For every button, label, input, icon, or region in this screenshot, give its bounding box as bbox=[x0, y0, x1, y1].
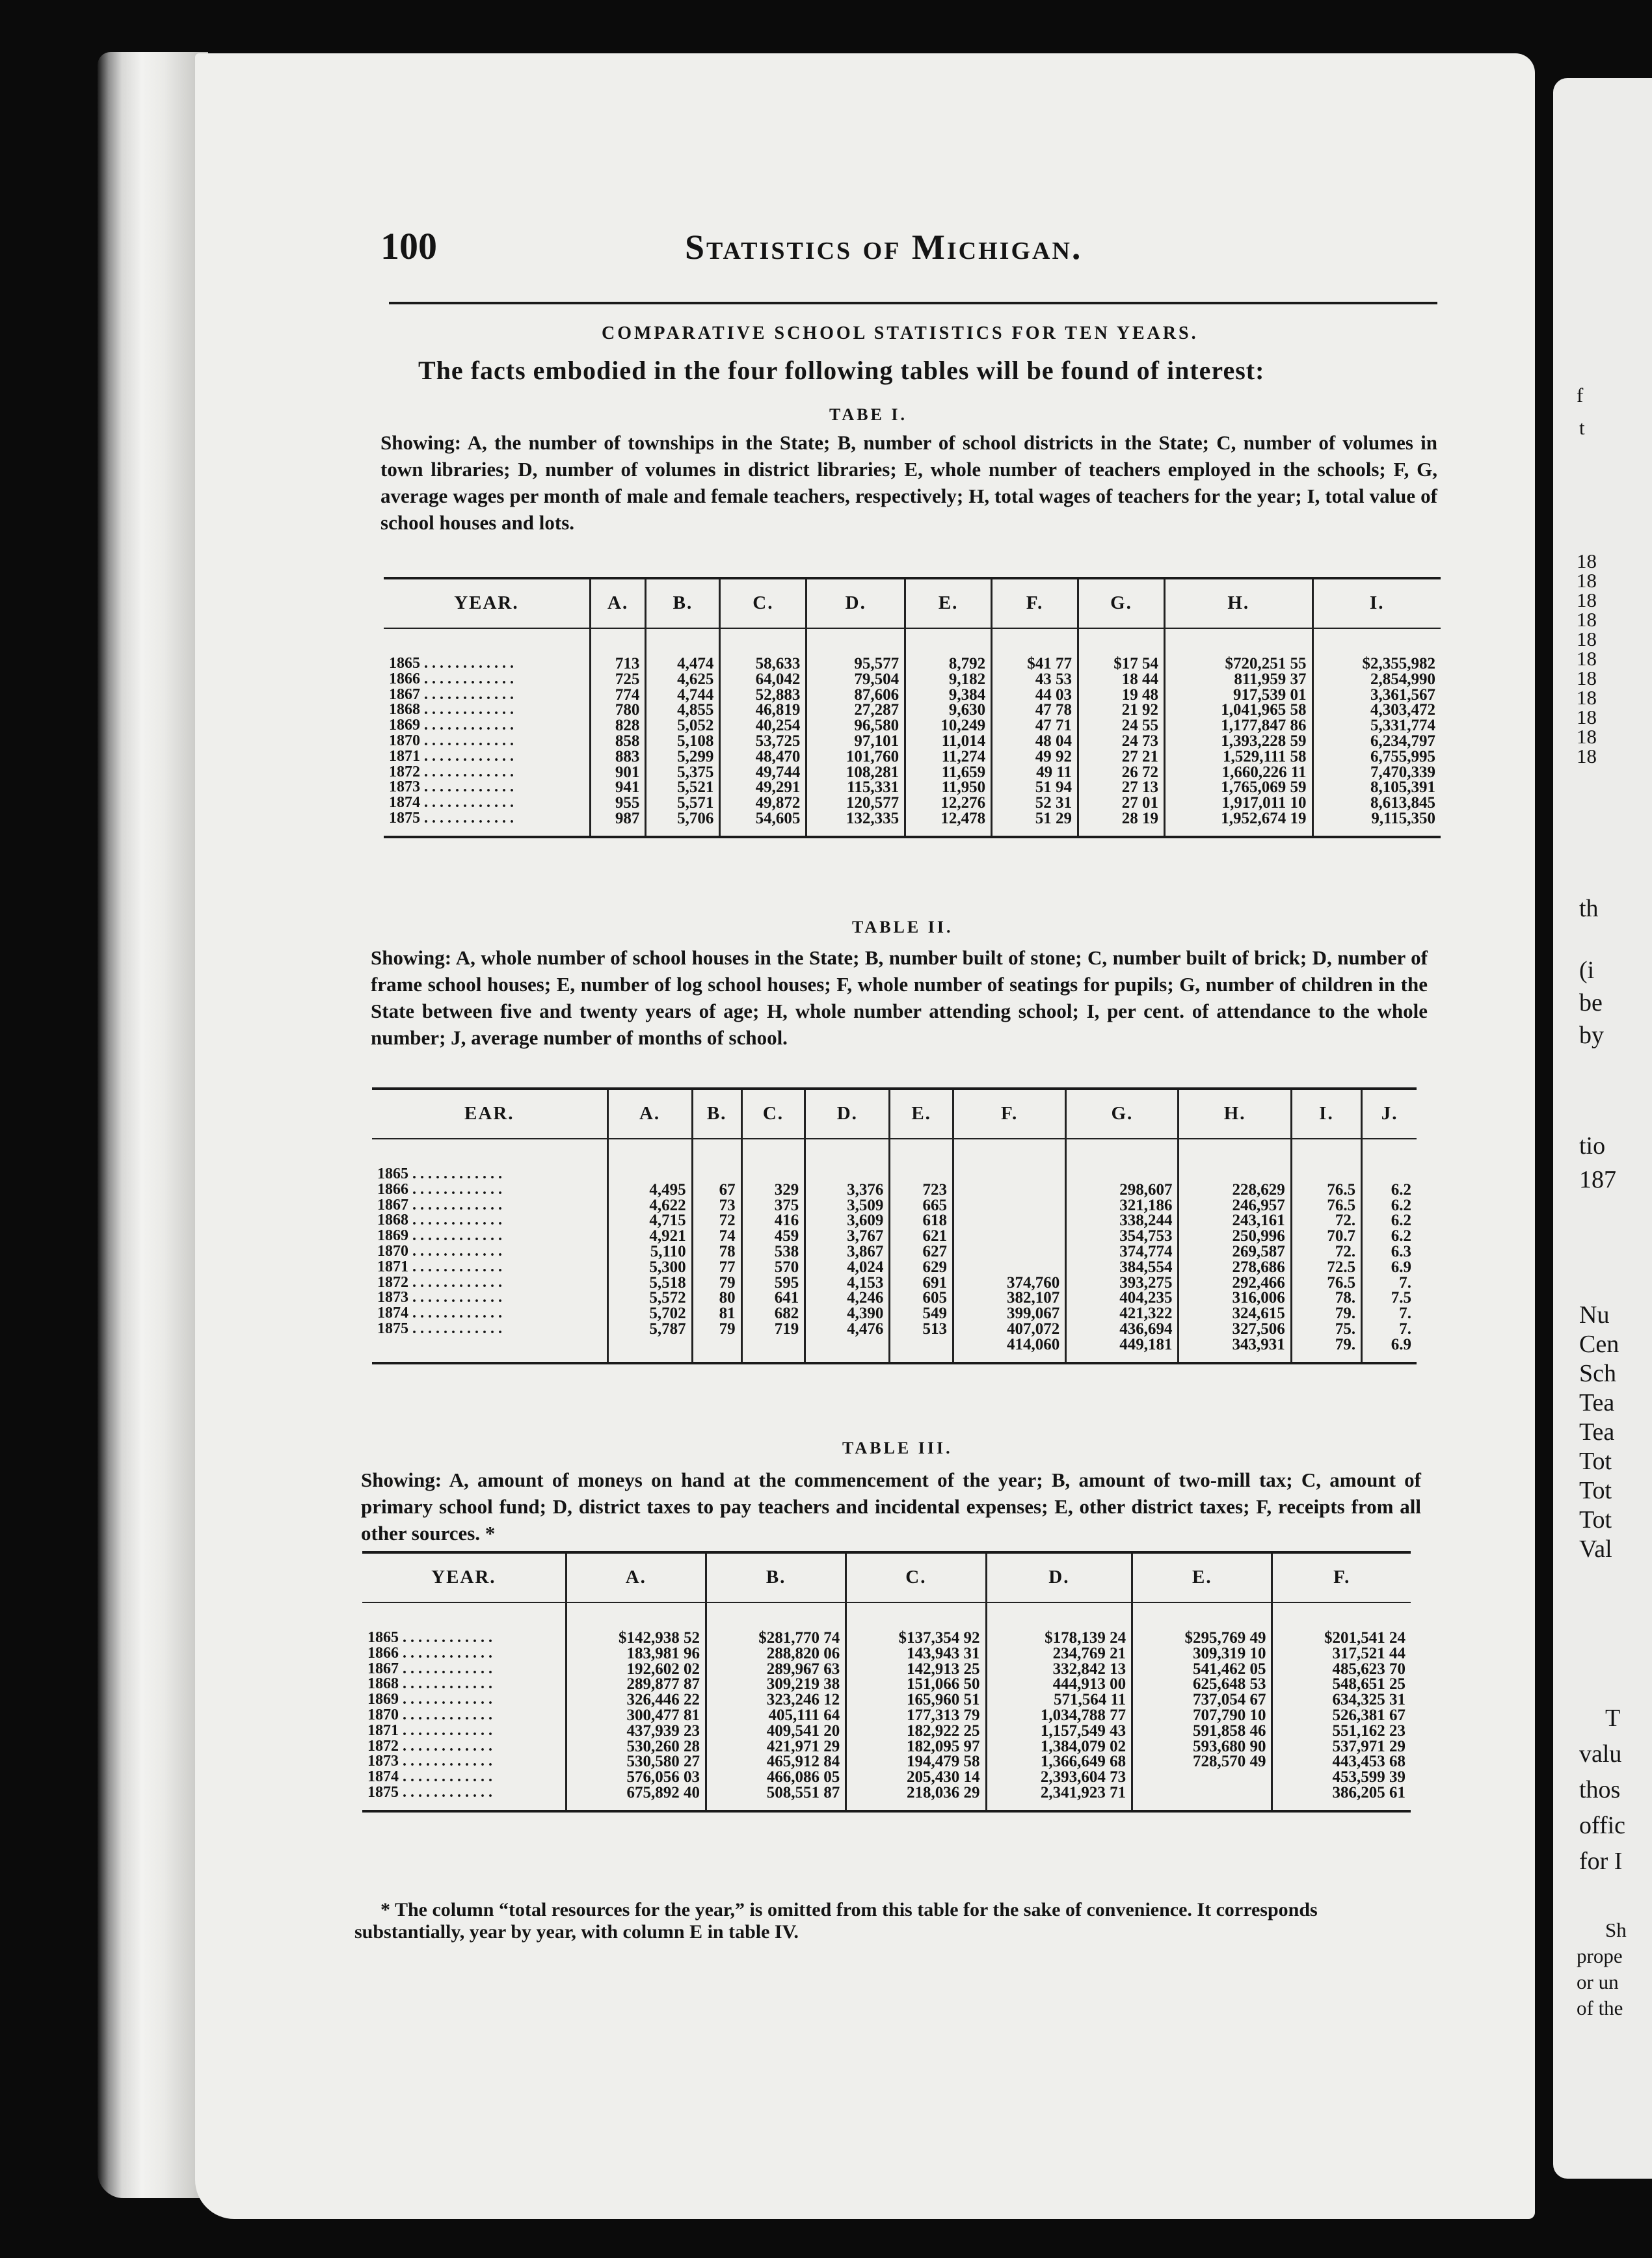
adjacent-text: Tea bbox=[1579, 1389, 1615, 1416]
adjacent-text: prope bbox=[1577, 1945, 1623, 1967]
adjacent-text: (i bbox=[1579, 957, 1595, 984]
table2-column-d: 3,376 3,509 3,609 3,767 3,867 4,024 4,153 4,246 4,390 4,476 bbox=[805, 1139, 890, 1363]
table2-column-f: 374,760 382,107 399,067 407,072 414,060 bbox=[953, 1139, 1065, 1363]
table1-column-d: 95,577 79,504 87,606 27,287 96,580 97,101 101,760 108,281 115,331 120,577 132,335 bbox=[806, 628, 905, 837]
adjacent-text: 18 bbox=[1577, 569, 1597, 592]
table1-column-c: 58,633 64,042 52,883 46,819 40,254 53,725 48,470 49,744 49,291 49,872 54,605 bbox=[720, 628, 806, 837]
adjacent-text: Val bbox=[1579, 1535, 1612, 1563]
adjacent-text: 18 bbox=[1577, 686, 1597, 709]
table1-column-year: 1865 . . . . . . . . . . . . 1866 . . . . . . . . . . . . 1867 . . . . . . . . . . . . 1868 . . . . . . . . . . . . 1869 . . . . . . . . . . . . 1870 . . . . . . . . . . . . 1871 . . . . . . . . . . . . 1872 . . . . . . . . . . . . 1873 . . . . . . . . . . . . 1874 . . . . . . . . . . . . 1875 . . . . . . . . . . . . bbox=[389, 655, 514, 827]
intro-line: The facts embodied in the four following tables will be found of interest: bbox=[418, 356, 1265, 385]
table2-header-b: B. bbox=[692, 1089, 741, 1139]
table1-body-row bbox=[384, 628, 1441, 837]
adjacent-text: tio bbox=[1579, 1132, 1606, 1160]
table3-header-a: A. bbox=[566, 1552, 706, 1602]
adjacent-text: Sch bbox=[1579, 1360, 1616, 1387]
adjacent-text: of the bbox=[1577, 1997, 1623, 2019]
table2-header-j: J. bbox=[1362, 1089, 1417, 1139]
table3-description: Showing: A, amount of moneys on hand at the commencement of the year; B, amount of two-mill tax; C, amount of primary school fund; D, district taxes to pay teachers and incidental expenses; E, other district taxes; F, receipts from all other sources. * bbox=[361, 1468, 1421, 1545]
table2-header-year: EAR. bbox=[372, 1089, 607, 1139]
table2-column-e: 723 665 618 621 627 629 691 605 549 513 bbox=[890, 1139, 953, 1363]
table2-header-a: A. bbox=[607, 1089, 692, 1139]
table2-description: Showing: A, whole number of school houses in the State; B, number built of stone; C, number built of brick; D, number of frame school houses; E, number of log school houses; F, whole number of seatings for pupils; G, number of children in the State between five and twenty years of age; H, whole number attending school; I, per cent. of attendance to the whole number; J, average number of months of school. bbox=[371, 946, 1428, 1049]
table1-header-year: YEAR. bbox=[384, 578, 590, 628]
table3-column-year: 1865 . . . . . . . . . . . . 1866 . . . . . . . . . . . . 1867 . . . . . . . . . . . . 1868 . . . . . . . . . . . . 1869 . . . . . . . . . . . . 1870 . . . . . . . . . . . . 1871 . . . . . . . . . . . . 1872 . . . . . . . . . . . . 1873 . . . . . . . . . . . . 1874 . . . . . . . . . . . . 1875 . . . . . . . . . . . . bbox=[367, 1629, 492, 1801]
table2-header-f: F. bbox=[953, 1089, 1065, 1139]
adjacent-text: 187 bbox=[1579, 1166, 1616, 1193]
adjacent-text: t bbox=[1579, 416, 1585, 439]
table2-header-e: E. bbox=[890, 1089, 953, 1139]
table3-column-c: $137,354 92 143,943 31 142,913 25 151,066 50 165,960 51 177,313 79 182,922 25 182,095 97 194,479 58 205,430 14 218,036 29 bbox=[846, 1602, 986, 1811]
table1-header-e: E. bbox=[905, 578, 992, 628]
adjacent-text: 18 bbox=[1577, 745, 1597, 767]
table2-column-i: 76.5 76.5 72. 70.7 72. 72.5 76.5 78. 79. 75. 79. bbox=[1291, 1139, 1361, 1363]
adjacent-text: 18 bbox=[1577, 706, 1597, 728]
table2-column-a: 4,495 4,622 4,715 4,921 5,110 5,300 5,518 5,572 5,702 5,787 bbox=[607, 1139, 692, 1363]
adjacent-text: 18 bbox=[1577, 628, 1597, 650]
table1-column-e: 8,792 9,182 9,384 9,630 10,249 11,014 11,274 11,659 11,950 12,276 12,478 bbox=[905, 628, 992, 837]
table3-column-e: $295,769 49 309,319 10 541,462 05 625,648 53 737,054 67 707,790 10 591,858 46 593,680 90 728,570 49 bbox=[1132, 1602, 1272, 1811]
table1-description: Showing: A, the number of townships in the State; B, number of school districts in the State; C, number of volumes in town libraries; D, number of volumes in district libraries; E, whole number of teachers employed in the schools; F, G, average wages per month of male and female teachers, respectively; H, total wages of teachers for the year; I, total value of school houses and lots. bbox=[380, 431, 1437, 534]
adjacent-text: T bbox=[1605, 1705, 1621, 1732]
adjacent-text: 18 bbox=[1577, 647, 1597, 670]
table3-caption: TABLE III. bbox=[842, 1439, 953, 1457]
table2-caption: TABLE II. bbox=[852, 918, 953, 936]
adjacent-text: by bbox=[1579, 1022, 1604, 1049]
adjacent-text: Sh bbox=[1605, 1919, 1627, 1941]
adjacent-text: Tot bbox=[1579, 1448, 1612, 1475]
table1-header-a: A. bbox=[590, 578, 646, 628]
table3-header-b: B. bbox=[706, 1552, 846, 1602]
adjacent-text: 18 bbox=[1577, 589, 1597, 611]
table1-caption: TABE I. bbox=[829, 405, 907, 424]
table2-header-h: H. bbox=[1179, 1089, 1291, 1139]
page-edge bbox=[98, 52, 208, 2198]
adjacent-text: be bbox=[1579, 989, 1603, 1016]
table1-header-f: F. bbox=[992, 578, 1078, 628]
table2-column-h: 228,629 246,957 243,161 250,996 269,587 278,686 292,466 316,006 324,615 327,506 343,931 bbox=[1179, 1139, 1291, 1363]
adjacent-text: offic bbox=[1579, 1812, 1626, 1839]
adjacent-text: 18 bbox=[1577, 725, 1597, 748]
table3-header-d: D. bbox=[986, 1552, 1132, 1602]
table1-header-c: C. bbox=[720, 578, 806, 628]
table3-header-e: E. bbox=[1132, 1552, 1272, 1602]
table3-header-f: F. bbox=[1272, 1552, 1411, 1602]
table1-header-d: D. bbox=[806, 578, 905, 628]
adjacent-text: th bbox=[1579, 895, 1599, 922]
footnote: * The column “total resources for the year,” is omitted from this table for the sake of convenience. It corresponds substantially, year by year, with column E in table IV. bbox=[354, 1899, 1318, 1943]
adjacent-text: for I bbox=[1579, 1848, 1623, 1875]
adjacent-text: f bbox=[1577, 384, 1584, 406]
table2-header-g: G. bbox=[1066, 1089, 1179, 1139]
adjacent-text: Tea bbox=[1579, 1418, 1615, 1446]
adjacent-text: 18 bbox=[1577, 550, 1597, 572]
table2-column-j: 6.2 6.2 6.2 6.2 6.3 6.9 7. 7.5 7. 7. 6.9 bbox=[1362, 1139, 1417, 1363]
adjacent-text: or un bbox=[1577, 1971, 1619, 1993]
table3-column-d: $178,139 24 234,769 21 332,842 13 444,913 00 571,564 11 1,034,788 77 1,157,549 43 1,384,079 02 1,366,649 68 2,393,604 73 2,341,923 71 bbox=[986, 1602, 1132, 1811]
table2-body-row bbox=[372, 1139, 1417, 1363]
table1 bbox=[384, 577, 1441, 838]
table3-column-b: $281,770 74 288,820 06 289,967 63 309,219 38 323,246 12 405,111 64 409,541 20 421,971 29 465,912 84 466,086 05 508,551 87 bbox=[706, 1602, 846, 1811]
table1-column-b: 4,474 4,625 4,744 4,855 5,052 5,108 5,299 5,375 5,521 5,571 5,706 bbox=[646, 628, 720, 837]
table1-header-b: B. bbox=[646, 578, 720, 628]
table1-header-i: I. bbox=[1312, 578, 1441, 628]
adjacent-page bbox=[1553, 78, 1652, 2179]
table3-header-year: YEAR. bbox=[362, 1552, 566, 1602]
table2-header-i: I. bbox=[1291, 1089, 1361, 1139]
table3-column-f: $201,541 24 317,521 44 485,623 70 548,651 25 634,325 31 526,381 67 551,162 23 537,971 29 443,453 68 453,599 39 386,205 61 bbox=[1272, 1602, 1411, 1811]
table3-header-c: C. bbox=[846, 1552, 986, 1602]
adjacent-text: Nu bbox=[1579, 1301, 1610, 1329]
adjacent-text: valu bbox=[1579, 1740, 1622, 1768]
table3-column-a: $142,938 52 183,981 96 192,602 02 289,877 87 326,446 22 300,477 81 437,939 23 530,260 28 530,580 27 576,056 03 675,892 40 bbox=[566, 1602, 706, 1811]
adjacent-text: thos bbox=[1579, 1776, 1621, 1803]
table2 bbox=[372, 1087, 1417, 1364]
table2-column-c: 329 375 416 459 538 570 595 641 682 719 bbox=[741, 1139, 805, 1363]
page-number: 100 bbox=[380, 225, 437, 267]
table2-header-c: C. bbox=[741, 1089, 805, 1139]
table1-column-h: $720,251 55 811,959 37 917,539 01 1,041,965 58 1,177,847 86 1,393,228 59 1,529,111 58 1,660,226 11 1,765,069 59 1,917,011 10 1,952,674 19 bbox=[1164, 628, 1312, 837]
table1-header-g: G. bbox=[1078, 578, 1165, 628]
table2-header-d: D. bbox=[805, 1089, 890, 1139]
table1-header-h: H. bbox=[1164, 578, 1312, 628]
adjacent-text: 18 bbox=[1577, 667, 1597, 689]
running-header bbox=[380, 224, 1554, 270]
table2-column-year: 1865 . . . . . . . . . . . . 1866 . . . . . . . . . . . . 1867 . . . . . . . . . . . . 1868 . . . . . . . . . . . . 1869 . . . . . . . . . . . . 1870 . . . . . . . . . . . . 1871 . . . . . . . . . . . . 1872 . . . . . . . . . . . . 1873 . . . . . . . . . . . . 1874 . . . . . . . . . . . . 1875 . . . . . . . . . . . . bbox=[377, 1165, 502, 1337]
section-title: COMPARATIVE SCHOOL STATISTICS FOR TEN YEARS. bbox=[602, 323, 1199, 343]
running-title: Statistics of Michigan. bbox=[685, 228, 1083, 267]
header-rule bbox=[389, 302, 1437, 304]
table1-column-a: 713 725 774 780 828 858 883 901 941 955 987 bbox=[590, 628, 646, 837]
adjacent-text: 18 bbox=[1577, 608, 1597, 631]
adjacent-text: Tot bbox=[1579, 1477, 1612, 1504]
adjacent-text: Tot bbox=[1579, 1506, 1612, 1534]
table1-column-i: $2,355,982 2,854,990 3,361,567 4,303,472 5,331,774 6,234,797 6,755,995 7,470,339 8,105,391 8,613,845 9,115,350 bbox=[1312, 628, 1441, 837]
table2-column-b: 67 73 72 74 78 77 79 80 81 79 bbox=[692, 1139, 741, 1363]
table1-column-g: $17 54 18 44 19 48 21 92 24 55 24 73 27 21 26 72 27 13 27 01 28 19 bbox=[1078, 628, 1165, 837]
table1-column-f: $41 77 43 53 44 03 47 78 47 71 48 04 49 92 49 11 51 94 52 31 51 29 bbox=[992, 628, 1078, 837]
table3 bbox=[362, 1551, 1411, 1813]
adjacent-text: Cen bbox=[1579, 1331, 1619, 1358]
table2-column-g: 298,607 321,186 338,244 354,753 374,774 384,554 393,275 404,235 421,322 436,694 449,181 bbox=[1066, 1139, 1179, 1363]
table3-body-row bbox=[362, 1602, 1411, 1811]
